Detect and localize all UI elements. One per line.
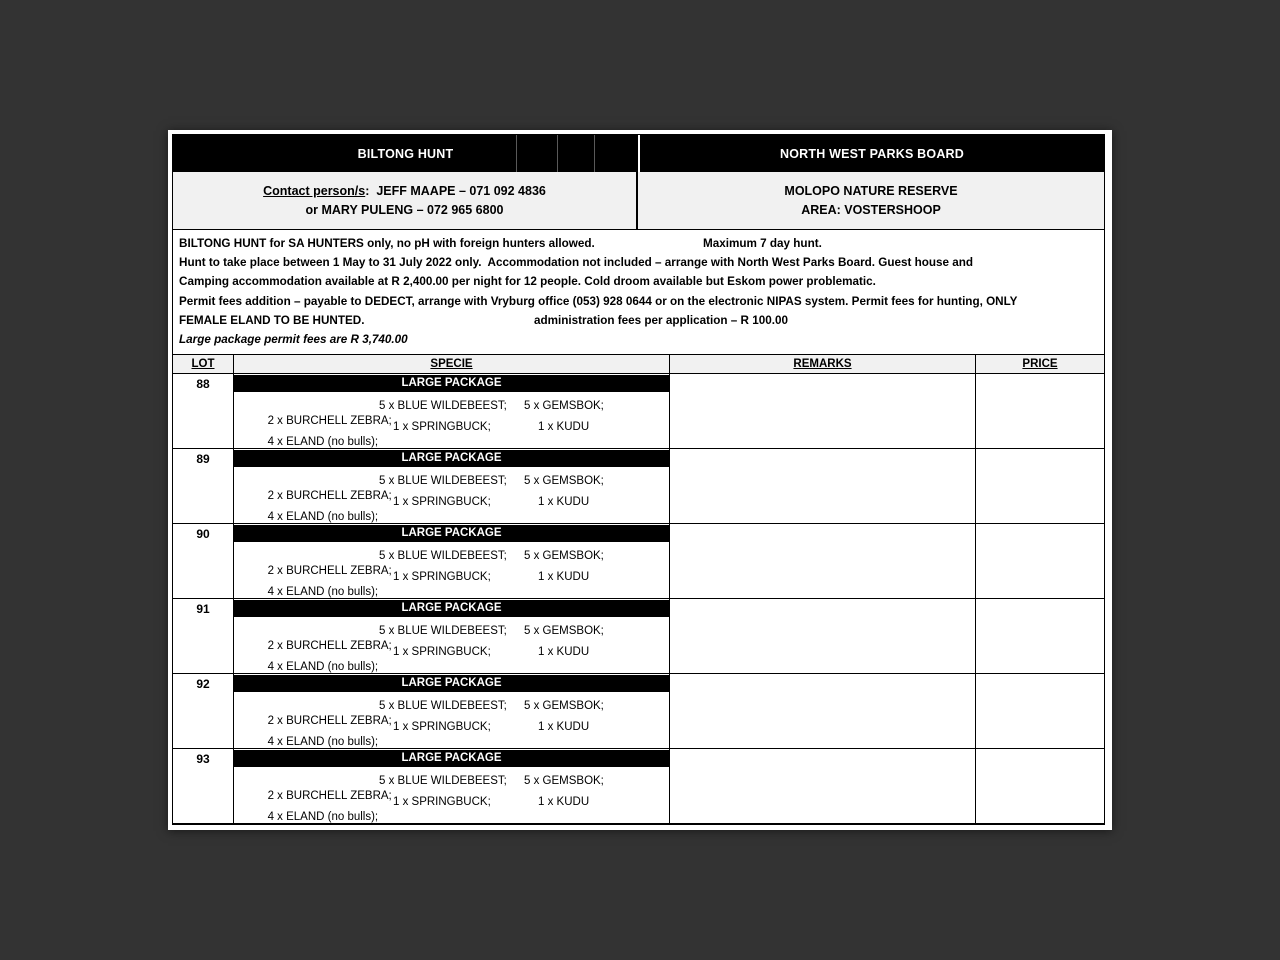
table-header-row: [173, 355, 1104, 374]
specie-item: 2 x BURCHELL ZEBRA;: [267, 415, 392, 428]
lot-cell: [173, 599, 234, 673]
specie-item: 2 x BURCHELL ZEBRA;: [267, 790, 392, 803]
specie-line-2: [234, 645, 669, 674]
specie-item: 1 x SPRINGBUCK;: [393, 496, 491, 509]
specie-item: 1 x KUDU: [538, 646, 590, 659]
specie-item: 5 x BLUE WILDEBEEST;: [379, 775, 507, 788]
specie-item: 5 x GEMSBOK;: [524, 475, 604, 488]
specie-item: 5 x GEMSBOK;: [524, 550, 604, 563]
specie-item: 4 x ELAND (no bulls);: [267, 811, 379, 824]
info-line-2: Hunt to take place between 1 May to 31 July 2022 only. Accommodation not included – arrange with North West Parks Board. Guest house and: [179, 256, 974, 270]
hunt-info-block: [173, 230, 1104, 355]
remarks-cell: [670, 524, 976, 598]
info-line-5-right: administration fees per application – R 100.00: [534, 313, 788, 327]
specie-item: 5 x BLUE WILDEBEEST;: [379, 400, 507, 413]
specie-item: 5 x BLUE WILDEBEEST;: [379, 475, 507, 488]
remarks-cell: [670, 374, 976, 448]
remarks-header-label: REMARKS: [793, 358, 852, 371]
specie-item: 5 x GEMSBOK;: [524, 400, 604, 413]
contact-band: [173, 172, 1104, 230]
table-row: [173, 599, 1104, 674]
specie-header-label: SPECIE: [430, 358, 473, 371]
specie-item: 1 x KUDU: [538, 421, 590, 434]
contact-line-1: [263, 184, 546, 198]
specie-item: 4 x ELAND (no bulls);: [267, 586, 379, 599]
lot-number: 90: [196, 527, 210, 542]
specie-item: 4 x ELAND (no bulls);: [267, 736, 379, 749]
specie-line-2: [234, 495, 669, 524]
lot-rows: [173, 374, 1104, 824]
column-header-price: [976, 355, 1104, 373]
specie-item: 5 x GEMSBOK;: [524, 775, 604, 788]
column-header-lot: [173, 355, 234, 373]
specie-item: 5 x BLUE WILDEBEEST;: [379, 550, 507, 563]
lot-number: 88: [196, 377, 210, 392]
header-divider: [594, 135, 595, 172]
lot-cell: [173, 374, 234, 448]
table-row: [173, 449, 1104, 524]
info-line-4: Permit fees addition – payable to DEDECT, arrange with Vryburg office (053) 928 0644 or on the electronic NIPAS system. Permit fees for hunting, ONLY: [179, 294, 1018, 308]
document-page: [168, 130, 1112, 830]
package-banner: LARGE PACKAGE: [234, 450, 669, 467]
specie-item: 2 x BURCHELL ZEBRA;: [267, 640, 392, 653]
specie-item: 1 x SPRINGBUCK;: [393, 421, 491, 434]
lot-number: 93: [196, 752, 210, 767]
remarks-cell: [670, 599, 976, 673]
price-cell: [976, 374, 1104, 448]
lot-cell: [173, 449, 234, 523]
specie-item: 1 x SPRINGBUCK;: [393, 571, 491, 584]
lot-number: 89: [196, 452, 210, 467]
price-cell: [976, 749, 1104, 823]
lot-number: 92: [196, 677, 210, 692]
specie-item: 1 x KUDU: [538, 796, 590, 809]
header-title-left: [173, 135, 638, 172]
price-cell: [976, 524, 1104, 598]
specie-line-2: [234, 795, 669, 824]
specie-item: 1 x SPRINGBUCK;: [393, 721, 491, 734]
lot-header-label: LOT: [191, 358, 215, 371]
info-line-5: [179, 311, 1104, 330]
specie-item: 2 x BURCHELL ZEBRA;: [267, 490, 392, 503]
table-row: [173, 749, 1104, 824]
specie-item: 1 x KUDU: [538, 496, 590, 509]
info-line-1-left: BILTONG HUNT for SA HUNTERS only, no pH with foreign hunters allowed.: [179, 237, 595, 250]
package-banner: LARGE PACKAGE: [234, 600, 669, 617]
reserve-area: AREA: VOSTERSHOOP: [801, 203, 941, 217]
specie-item: 4 x ELAND (no bulls);: [267, 511, 379, 524]
lot-cell: [173, 524, 234, 598]
lot-number: 91: [196, 602, 210, 617]
specie-cell: [234, 674, 670, 748]
specie-item: 5 x GEMSBOK;: [524, 625, 604, 638]
remarks-cell: [670, 674, 976, 748]
specie-item: 4 x ELAND (no bulls);: [267, 661, 379, 674]
table-row: [173, 674, 1104, 749]
table-row: [173, 374, 1104, 449]
header-divider: [516, 135, 517, 172]
contact-label: Contact person/s: [263, 184, 366, 198]
header-title-right: [640, 135, 1104, 172]
document-content: [172, 134, 1105, 825]
reserve-name: MOLOPO NATURE RESERVE: [784, 184, 958, 198]
document-header: [173, 135, 1104, 172]
remarks-cell: [670, 449, 976, 523]
specie-line-2: [234, 720, 669, 749]
specie-cell: [234, 524, 670, 598]
package-banner: LARGE PACKAGE: [234, 675, 669, 692]
header-divider: [557, 135, 558, 172]
info-line-1-right: Maximum 7 day hunt.: [703, 237, 822, 250]
specie-cell: [234, 374, 670, 448]
column-header-remarks: [670, 355, 976, 373]
info-line-5-left: FEMALE ELAND TO BE HUNTED.: [179, 313, 365, 327]
specie-item: 1 x SPRINGBUCK;: [393, 796, 491, 809]
remarks-cell: [670, 749, 976, 823]
specie-cell: [234, 749, 670, 823]
specie-item: 5 x BLUE WILDEBEEST;: [379, 625, 507, 638]
reserve-info: [638, 172, 1104, 229]
info-line-3: Camping accommodation available at R 2,400.00 per night for 12 people. Cold droom available but Eskom power problematic.: [179, 275, 876, 289]
contact-person-1: : JEFF MAAPE – 071 092 4836: [365, 184, 546, 198]
info-line-6: Large package permit fees are R 3,740.00: [179, 333, 408, 347]
package-banner: LARGE PACKAGE: [234, 750, 669, 767]
specie-item: 4 x ELAND (no bulls);: [267, 436, 379, 449]
specie-line-2: [234, 420, 669, 449]
price-cell: [976, 599, 1104, 673]
parks-board-title: NORTH WEST PARKS BOARD: [779, 146, 965, 161]
specie-line-2: [234, 570, 669, 599]
price-header-label: PRICE: [1022, 358, 1058, 371]
lot-cell: [173, 674, 234, 748]
info-line-1: [179, 234, 1104, 253]
price-cell: [976, 674, 1104, 748]
contact-line-2: or MARY PULENG – 072 965 6800: [305, 203, 504, 217]
package-banner: LARGE PACKAGE: [234, 375, 669, 392]
table-row: [173, 524, 1104, 599]
specie-item: 2 x BURCHELL ZEBRA;: [267, 565, 392, 578]
lot-cell: [173, 749, 234, 823]
biltong-hunt-title: BILTONG HUNT: [357, 146, 454, 161]
specie-item: 1 x KUDU: [538, 571, 590, 584]
contact-info: [173, 172, 638, 229]
column-header-specie: [234, 355, 670, 373]
specie-cell: [234, 599, 670, 673]
price-cell: [976, 449, 1104, 523]
specie-item: 1 x KUDU: [538, 721, 590, 734]
specie-item: 2 x BURCHELL ZEBRA;: [267, 715, 392, 728]
specie-item: 5 x GEMSBOK;: [524, 700, 604, 713]
specie-cell: [234, 449, 670, 523]
package-banner: LARGE PACKAGE: [234, 525, 669, 542]
specie-item: 5 x BLUE WILDEBEEST;: [379, 700, 507, 713]
specie-item: 1 x SPRINGBUCK;: [393, 646, 491, 659]
